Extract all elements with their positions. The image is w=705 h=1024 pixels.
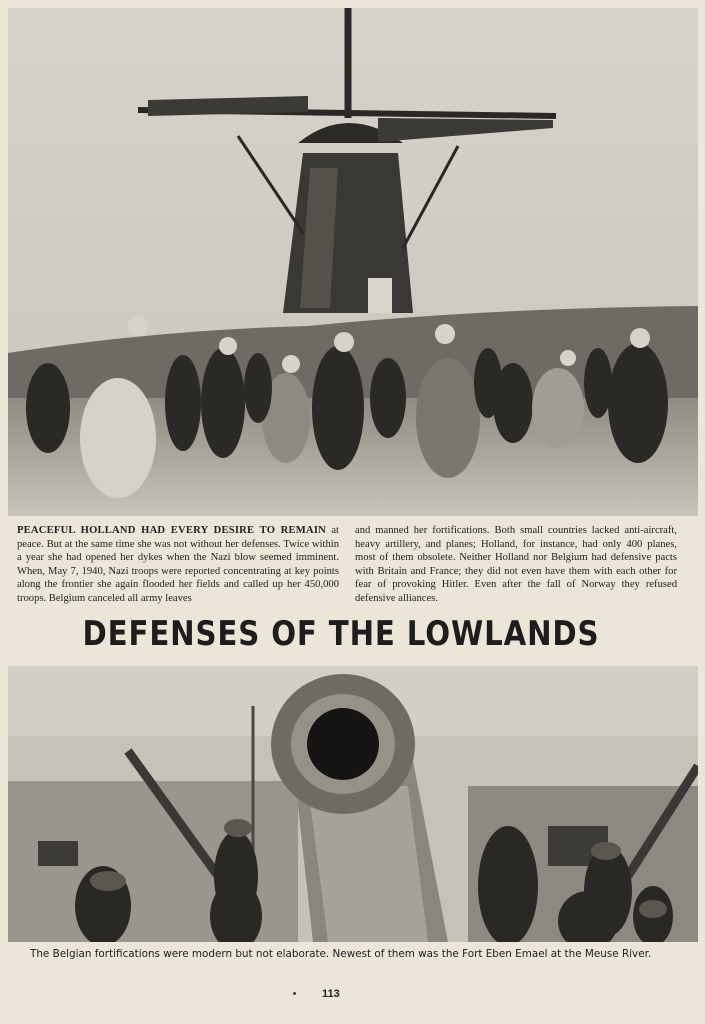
article-column-right: and manned her fortifications. Both small countries lacked anti-aircraft, heavy artillery, and planes; Holland, for instance, had only 400 planes, most of them obsolete. Neither Holland nor Belgium had defensive pacts with Britain and France; they did not even have them with each other for fear of provoking Hitler. Even after the fall of Norway they refused defensive alliances. [355, 525, 677, 604]
photo-caption: The Belgian fortifications were modern but not elaborate. Newest of them was the Fort Eben Emael at the Meuse River. [30, 948, 652, 960]
page-number: 113 [322, 988, 340, 1000]
article-lead: PEACEFUL HOLLAND HAD EVERY DESIRE TO REMAIN [17, 525, 326, 536]
article-column-left [17, 524, 339, 606]
fortress-gun-photo [8, 666, 698, 942]
page-dot [293, 992, 296, 995]
windmill-scene [8, 8, 698, 516]
article-left-text: at peace. But at the same time she was not without her defenses. Twice within a year she had opened her dykes when the Nazi blow seemed imminent. When, May 7, 1940, Nazi troops were reported concentrating at key points along the frontier she again flooded her fields and called up her 450,000 troops. Belgium canceled all army leaves [17, 525, 339, 604]
page-headline: DEFENSES OF THE LOWLANDS [82, 614, 600, 654]
windmill-children-photo [8, 8, 698, 516]
fortress-scene [8, 666, 698, 942]
